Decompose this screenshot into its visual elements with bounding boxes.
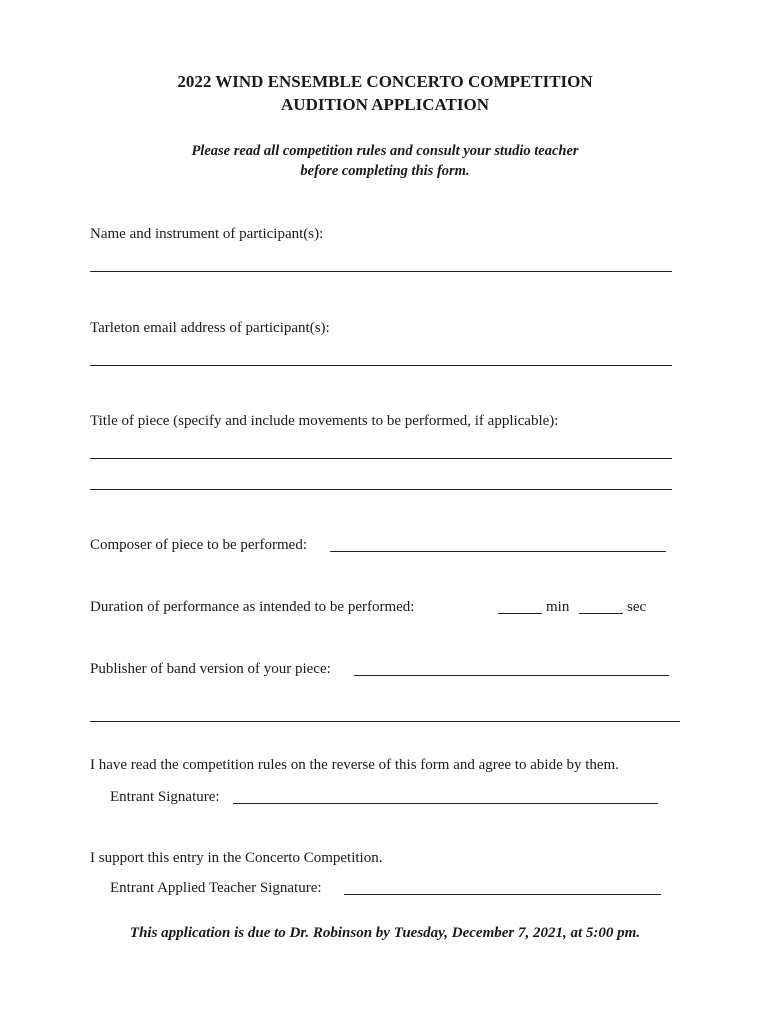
form-title-line1: 2022 WIND ENSEMBLE CONCERTO COMPETITION xyxy=(177,72,593,91)
duration-sec-unit: sec xyxy=(627,599,647,615)
email-label: Tarleton email address of participant(s): xyxy=(90,320,330,336)
duration-label: Duration of performance as intended to be performed: xyxy=(90,599,415,615)
due-date-notice: This application is due to Dr. Robinson by Tuesday, December 7, 2021, at 5:00 pm. xyxy=(129,925,641,941)
agreement-statement: I have read the competition rules on the reverse of this form and agree to abide by them. xyxy=(90,757,619,773)
composer-label: Composer of piece to be performed: xyxy=(90,537,308,553)
entrant-signature-label: Entrant Signature: xyxy=(110,789,220,805)
name-instrument-field[interactable] xyxy=(90,271,672,272)
section-divider xyxy=(90,721,680,722)
support-statement: I support this entry in the Concerto Competition. xyxy=(90,850,383,866)
duration-min-unit: min xyxy=(546,599,570,615)
instructions-line2: before completing this form. xyxy=(300,163,470,179)
publisher-field[interactable] xyxy=(354,675,669,676)
name-instrument-label: Name and instrument of participant(s): xyxy=(90,226,324,242)
duration-minutes-field[interactable] xyxy=(498,613,542,614)
teacher-signature-field[interactable] xyxy=(344,894,661,895)
composer-field[interactable] xyxy=(330,551,666,552)
email-field[interactable] xyxy=(90,365,672,366)
piece-title-field-line2[interactable] xyxy=(90,489,672,490)
piece-title-label: Title of piece (specify and include movements to be performed, if applicable): xyxy=(90,413,559,429)
entrant-signature-field[interactable] xyxy=(233,803,658,804)
form-title-line2: AUDITION APPLICATION xyxy=(281,95,489,114)
teacher-signature-label: Entrant Applied Teacher Signature: xyxy=(110,880,322,896)
publisher-label: Publisher of band version of your piece: xyxy=(90,661,331,677)
instructions-line1: Please read all competition rules and consult your studio teacher xyxy=(191,143,579,159)
duration-seconds-field[interactable] xyxy=(579,613,623,614)
piece-title-field-line1[interactable] xyxy=(90,458,672,459)
